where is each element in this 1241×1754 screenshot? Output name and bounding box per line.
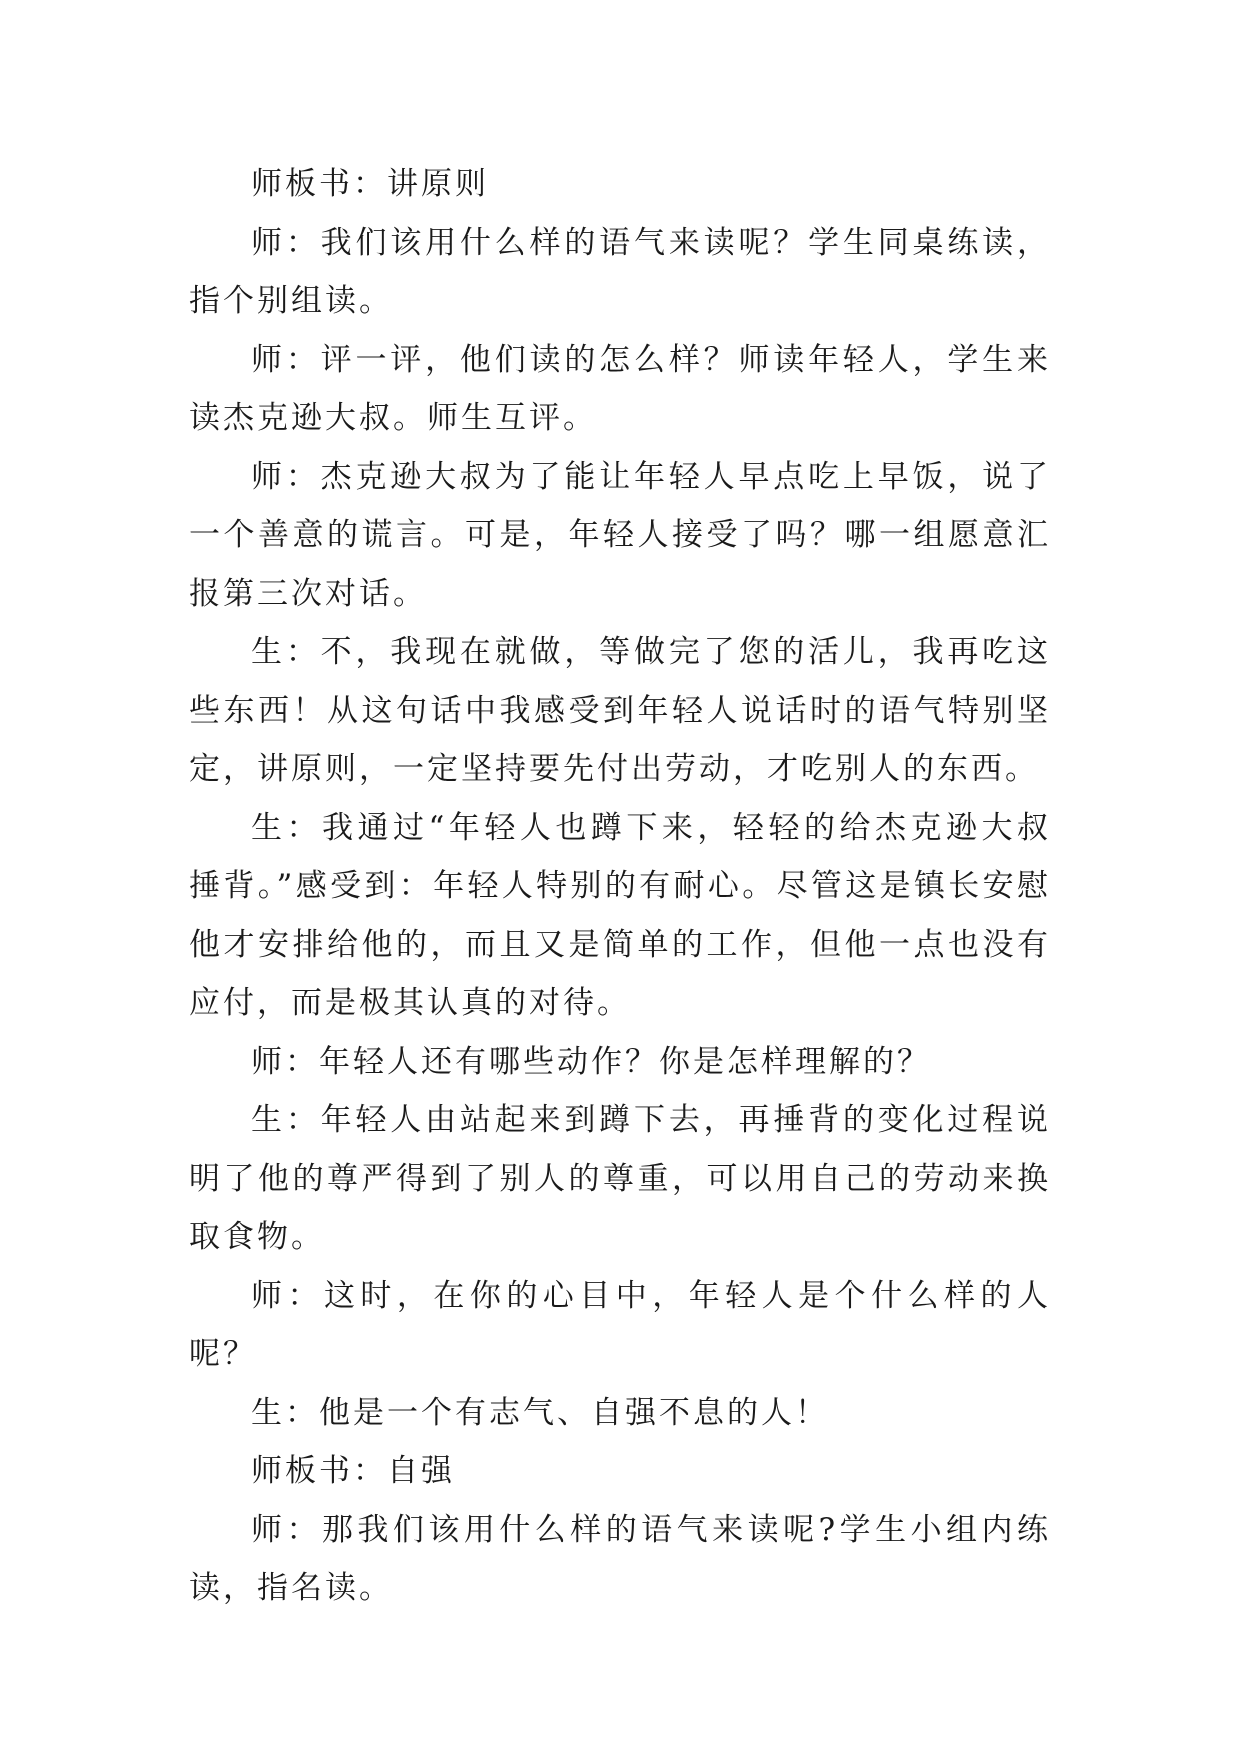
paragraph-teacher-evaluate: 师：评一评，他们读的怎么样？师读年轻人，学生来读杰克逊大叔。师生互评。 [189,341,1051,436]
paragraph-student-firm-tone: 生：不，我现在就做，等做完了您的活儿，我再吃这些东西！从这句话中我感受到年轻人说话时的语气特别坚定，讲原则，一定坚持要先付出劳动，才吃别人的东西。 [189,634,1051,787]
paragraph-board-note-principle: 师板书：讲原则 [251,166,489,202]
paragraph-student-dignity: 生：年轻人由站起来到蹲下去，再捶背的变化过程说明了他的尊严得到了别人的尊重，可以用自己的劳动来换取食物。 [189,1102,1051,1255]
document-body [189,155,1051,1618]
paragraph-board-note-self-strength: 师板书：自强 [251,1453,455,1489]
paragraph-student-patience: 生：我通过“年轻人也蹲下来，轻轻的给杰克逊大叔捶背。”感受到：年轻人特别的有耐心。尽管这是镇长安慰他才安排给他的，而且又是简单的工作，但他一点也没有应付，而是极其认真的对待。 [189,809,1051,1021]
paragraph-teacher-what-person: 师：这时，在你的心目中，年轻人是个什么样的人呢？ [189,1277,1051,1372]
paragraph-student-ambition: 生：他是一个有志气、自强不息的人！ [251,1394,829,1431]
paragraph-teacher-third-dialogue: 师：杰克逊大叔为了能让年轻人早点吃上早饭，说了一个善意的谎言。可是，年轻人接受了吗？哪一组愿意汇报第三次对话。 [189,458,1051,612]
paragraph-teacher-tone-question: 师：我们该用什么样的语气来读呢？学生同桌练读，指个别组读。 [189,224,1051,319]
paragraph-teacher-group-reading: 师：那我们该用什么样的语气来读呢?学生小组内练读，指名读。 [189,1511,1051,1606]
paragraph-teacher-actions-question: 师：年轻人还有哪些动作？你是怎样理解的？ [251,1043,931,1080]
